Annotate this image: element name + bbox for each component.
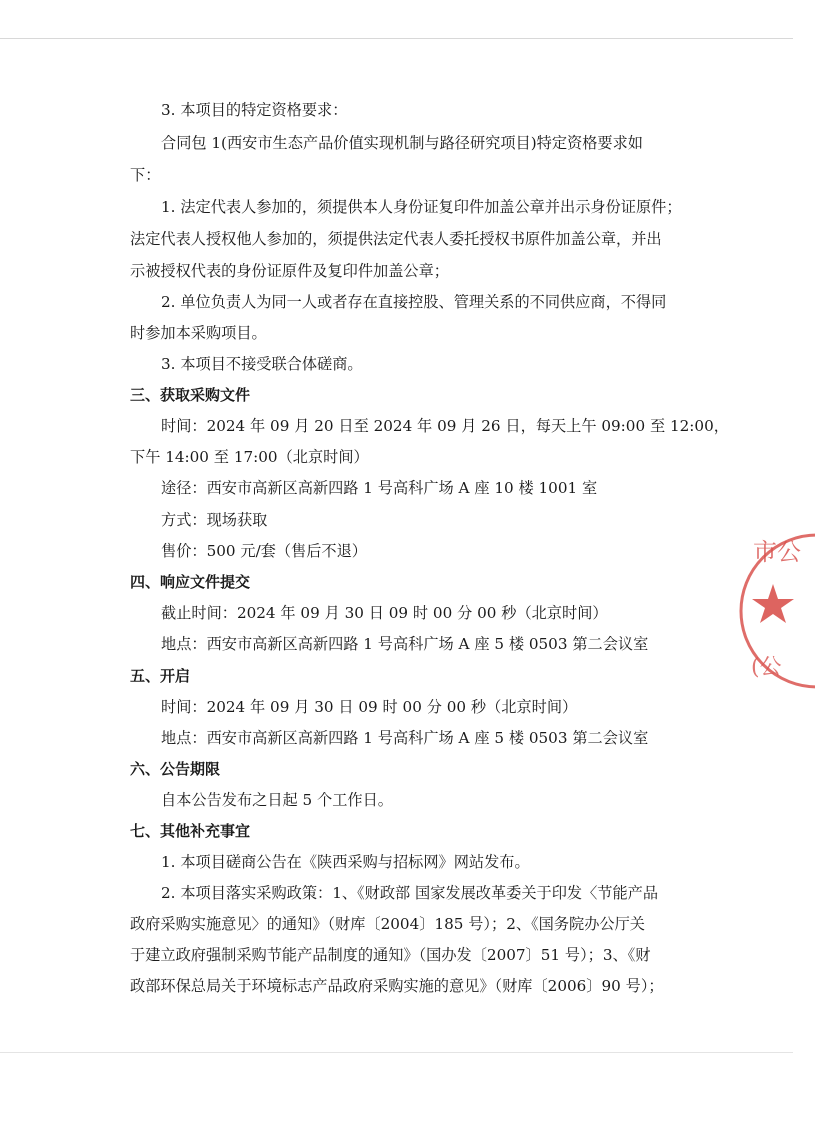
sec5-place: 地点：西安市高新区高新四路 1 号高科广场 A 座 5 楼 0503 第二会议室: [161, 729, 649, 747]
req3-intro-line1: 合同包 1(西安市生态产品价值实现机制与路径研究项目)特定资格要求如: [161, 134, 643, 152]
sec4-place: 地点：西安市高新区高新四路 1 号高科广场 A 座 5 楼 0503 第二会议室: [161, 635, 649, 653]
req3-item2-line2: 时参加本采购项目。: [130, 324, 267, 342]
sec3-time-line1: 时间：2024 年 09 月 20 日至 2024 年 09 月 26 日，每天上午 09:00 至 12:00，: [161, 417, 729, 435]
sec3-route: 途径：西安市高新区高新四路 1 号高科广场 A 座 10 楼 1001 室: [161, 479, 598, 497]
sec6-text: 自本公告发布之日起 5 个工作日。: [161, 791, 393, 809]
sec7-item2-line1: 2. 本项目落实采购政策：1、《财政部 国家发展改革委关于印发〈节能产品: [161, 884, 659, 902]
sec3-time-line2: 下午 14:00 至 17:00（北京时间）: [130, 448, 369, 466]
req3-title: 3. 本项目的特定资格要求：: [161, 101, 348, 119]
sec7-item2-line3: 于建立政府强制采购节能产品制度的通知》（国办发〔2007〕51 号）；3、《财: [130, 946, 651, 964]
seal-text-bottom: (公: [751, 655, 782, 680]
req3-item1-line1: 1. 法定代表人参加的，须提供本人身份证复印件加盖公章并出示身份证原件；: [161, 198, 682, 216]
sec7-item1: 1. 本项目磋商公告在《陕西采购与招标网》网站发布。: [161, 853, 530, 871]
section-7-heading: 七、其他补充事宜: [130, 822, 251, 840]
seal-text-top: 市公: [753, 538, 801, 566]
sec7-item2-line4: 政部环保总局关于环境标志产品政府采购实施的意见》（财库〔2006〕90 号）；: [130, 977, 664, 995]
req3-intro-line2: 下：: [130, 166, 161, 184]
req3-item1-line3: 示被授权代表的身份证原件及复印件加盖公章；: [130, 262, 449, 280]
section-4-heading: 四、响应文件提交: [130, 573, 251, 591]
sec7-item2-line2: 政府采购实施意见〉的通知》（财库〔2004〕185 号）；2、《国务院办公厅关: [130, 915, 645, 933]
sec5-time: 时间：2024 年 09 月 30 日 09 时 00 分 00 秒（北京时间）: [161, 698, 578, 716]
sec3-price: 售价：500 元/套（售后不退）: [161, 542, 367, 560]
sec4-deadline: 截止时间：2024 年 09 月 30 日 09 时 00 分 00 秒（北京时间）: [161, 604, 608, 622]
seal-star-icon: [752, 584, 794, 623]
req3-item3: 3. 本项目不接受联合体磋商。: [161, 355, 363, 373]
req3-item1-line2: 法定代表人授权他人参加的，须提供法定代表人委托授权书原件加盖公章，并出: [130, 230, 662, 248]
bottom-rule: [0, 1052, 793, 1053]
sec3-method: 方式：现场获取: [161, 511, 268, 529]
section-3-heading: 三、获取采购文件: [130, 386, 251, 404]
section-6-heading: 六、公告期限: [130, 760, 221, 778]
req3-item2-line1: 2. 单位负责人为同一人或者存在直接控股、管理关系的不同供应商，不得同: [161, 293, 667, 311]
section-5-heading: 五、开启: [130, 667, 191, 685]
official-seal-fragment: [735, 526, 815, 696]
